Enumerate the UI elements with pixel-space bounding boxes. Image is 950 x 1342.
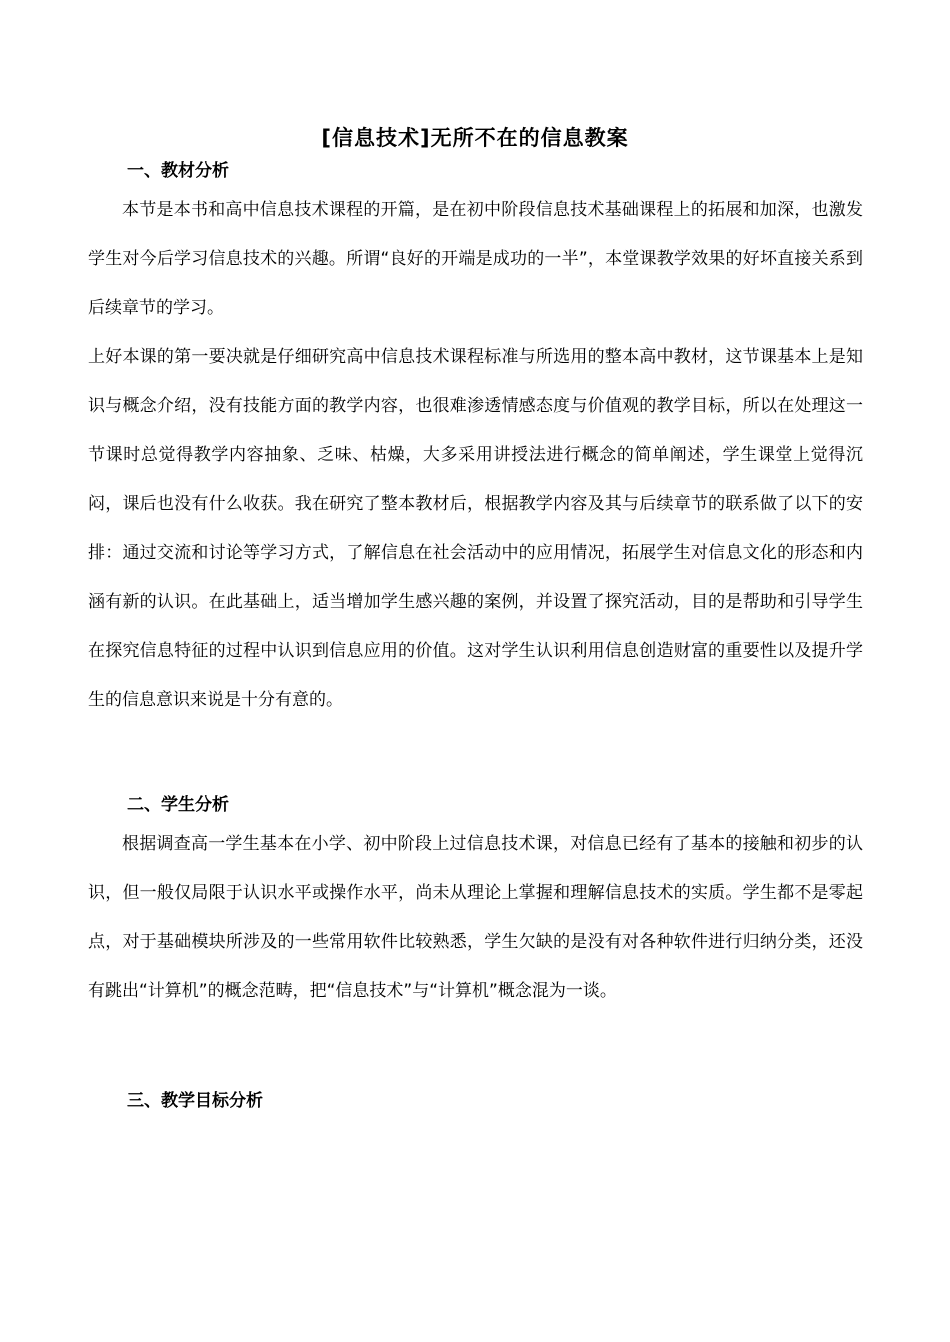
paragraph-textbook-intro: 本节是本书和高中信息技术课程的开篇，是在初中阶段信息技术基础课程上的拓展和加深，也激发学生对今后学习信息技术的兴趣。所谓“良好的开端是成功的一半”，本堂课教学效果的好坏直接关系到后续章节的学习。: [88, 200, 863, 318]
paragraph-student-analysis: 根据调查高一学生基本在小学、初中阶段上过信息技术课，对信息已经有了基本的接触和初步的认识，但一般仅局限于认识水平或操作水平，尚未从理论上掌握和理解信息技术的实质。学生都不是零起点，对于基础模块所涉及的一些常用软件比较熟悉，学生欠缺的是没有对各种软件进行归纳分类，还没有跳出“计算机”的概念范畴，把“信息技术”与“计算机”概念混为一谈。: [88, 834, 863, 1001]
section-heading-student-analysis: 二、学生分析: [127, 795, 229, 815]
section-heading-teaching-goals: 三、教学目标分析: [127, 1091, 263, 1111]
document-title: [信息技术]无所不在的信息教案: [321, 126, 629, 150]
paragraph-textbook-arrangement: 上好本课的第一要决就是仔细研究高中信息技术课程标准与所选用的整本高中教材，这节课基本上是知识与概念介绍，没有技能方面的教学内容，也很难渗透情感态度与价值观的教学目标，所以在处理这一节课时总觉得教学内容抽象、乏味、枯燥，大多采用讲授法进行概念的简单阐述，学生课堂上觉得沉闷，课后也没有什么收获。我在研究了整本教材后，根据教学内容及其与后续章节的联系做了以下的安排：通过交流和讨论等学习方式，了解信息在社会活动中的应用情况，拓展学生对信息文化的形态和内涵有新的认识。在此基础上，适当增加学生感兴趣的案例，并设置了探究活动，目的是帮助和引导学生在探究信息特征的过程中认识到信息应用的价值。这对学生认识利用信息创造财富的重要性以及提升学生的信息意识来说是十分有意的。: [88, 347, 863, 710]
section-heading-textbook-analysis: 一、教材分析: [127, 161, 229, 181]
